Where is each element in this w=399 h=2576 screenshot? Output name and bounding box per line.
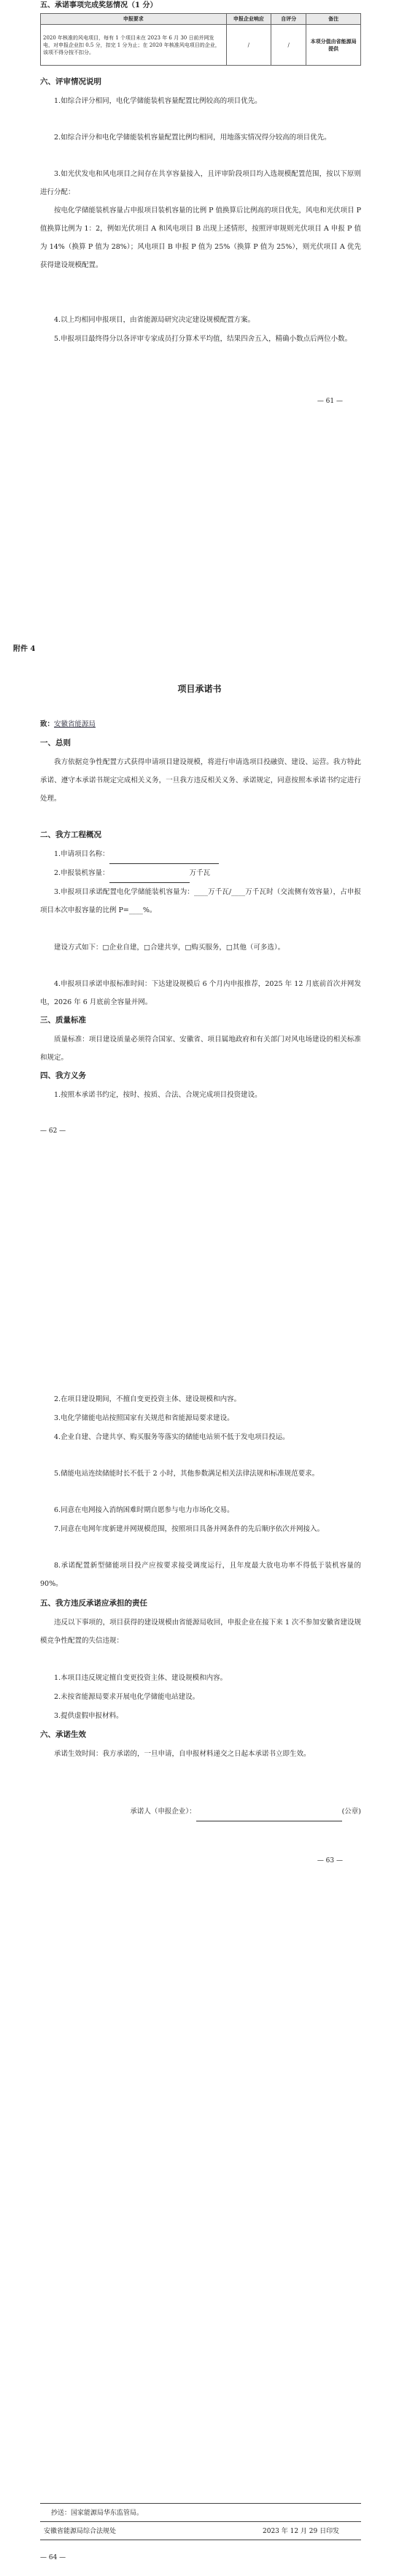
section6-title: 六、评审情况说明 xyxy=(40,77,101,86)
signature-seal: (公章) xyxy=(341,1808,361,1816)
capacity-blank xyxy=(109,864,190,883)
s3-text: 质量标准：项目建设质量必须符合国家、安徽省、项目属地政府和有关部门对风电场建设的相关标准和规定。 xyxy=(40,1036,361,1062)
page-number-63: — 63 — xyxy=(317,1857,343,1864)
s5-text: 违反以下事项的，项目获得的建设规模由省能源局收回，申报企业在接下来 1 次不参加安徽省建设规模竞争性配置的失信违规： xyxy=(40,1619,361,1645)
cell-note: 本项分值由省能源局提供 xyxy=(306,25,361,66)
s4-item-7: 7.同意在电网年度新建并网规模范围，按照项目具备并网条件的先后顺序依次并网接入。 xyxy=(54,1525,325,1533)
signature-blank xyxy=(196,1802,342,1821)
s6-item-4: 4.以上均相同申报项目，由省能源局研究决定建设规模配置方案。 xyxy=(54,316,255,324)
signature-line xyxy=(40,1802,361,1821)
s4-item-2: 2.在项目建设期间，不擅自变更投资主体、建设规模和内容。 xyxy=(54,1395,241,1403)
s6-item-3-detail: 按电化学储能装机容量占申报项目装机容量的比例 P 值换算后比例高的项目优先，风电和光伏项目 P 值换算比例为 1：2，例如光伏项目 A 和风电项目 B 出现上述情形，按照评审规则光伏项目 A 申报 P 值为 14%（换算 P 值为 28%）；风电项目 B 申报 P 值为 25%（换算 P 值为 25%），则光伏项目 A 优先获得建设规模配置。 xyxy=(40,207,361,269)
page-number-62: — 62 — xyxy=(40,1127,66,1135)
s4-item-3: 3.电化学储能电站按照国家有关规范和省能源局要求建设。 xyxy=(54,1414,234,1422)
attachment-label: 附件 4 xyxy=(13,645,36,653)
s2-title: 二、我方工程概况 xyxy=(40,830,101,839)
s1-title: 一、总则 xyxy=(40,739,71,747)
header-requirement: 申报要求 xyxy=(41,14,227,25)
s5-title: 五、我方违反承诺应承担的责任 xyxy=(40,1599,147,1608)
s2-item-4: 4.申报项目承诺申报标准时间：下达建设规模后 6 个月内申报推荐，2025 年 12 月底前首次并网发电，2026 年 6 月底前全容量并网。 xyxy=(40,980,361,1006)
section5-title: 五、承诺事项完成奖惩情况（1 分） xyxy=(40,1,158,9)
s4-item-4: 4.企业自建、合建共享、购买服务等落实的储能电站须不低于发电项目投运。 xyxy=(54,1433,290,1441)
s6-text: 承诺生效时间：我方承诺的，一旦申请，自申报材料递交之日起本承诺书立即生效。 xyxy=(54,1750,311,1758)
s2-item-2-unit: 万千瓦 xyxy=(189,869,211,877)
page-number-64: — 64 — xyxy=(40,2554,66,2561)
header-response: 申报企业响应 xyxy=(226,14,271,25)
addressee-line xyxy=(40,715,361,733)
header-note: 备注 xyxy=(306,14,361,25)
footer-date: 2023 年 12 月 29 日印发 xyxy=(263,2528,340,2535)
s4-item-6: 6.同意在电网接入消纳困难时期自愿参与电力市场化交易。 xyxy=(54,1506,234,1514)
commitment-title: 项目承诺书 xyxy=(177,684,222,694)
s4-item-8: 8.承诺配置新型储能项目投产应按要求接受调度运行，且年度最大放电功率不得低于装机容量的 90%。 xyxy=(40,1562,361,1588)
s5-item-1: 1.本项目违反规定擅自变更投资主体、建设规模和内容。 xyxy=(54,1674,228,1682)
s4-item-1: 1.按照本承诺书约定，按时、按质、合法、合规完成项目投资建设。 xyxy=(54,1091,262,1099)
s5-item-3: 3.提供虚假申报材料。 xyxy=(54,1712,123,1720)
s6-item-3: 3.如光伏发电和风电项目之间存在共享容量接入，且评审阶段项目均入选规模配置范围，按以下原则进行分配： xyxy=(40,170,361,196)
s4-title: 四、我方义务 xyxy=(40,1071,86,1080)
footer-cc: 抄送：国家能源局华东监管局。 xyxy=(51,2510,144,2517)
scoring-table xyxy=(40,13,361,66)
footer-rule-middle xyxy=(40,2521,361,2522)
s6-item-2: 2.如综合评分和电化学储能装机容量配置比例均相同，用地落实情况得分较高的项目优先。 xyxy=(54,134,331,142)
s2-item-3: 3.申报项目承诺配置电化学储能装机容量为：____万千瓦/____万千瓦时（交流侧有效容量），占申报项目本次申报容量的比例 P=____%。 xyxy=(40,888,361,914)
s2-build-mode: 建设方式如下：□企业自建，□合建共享，□购买服务，□其他（可多选）。 xyxy=(54,944,285,952)
s6-title: 六、承诺生效 xyxy=(40,1730,86,1739)
s6-item-5: 5.申报项目最终得分以各评审专家成员打分算术平均值，结果四舍五入，精确小数点后两位小数。 xyxy=(54,335,352,343)
s2-item-1-label: 1.申请项目名称： xyxy=(54,850,109,858)
header-score: 自评分 xyxy=(271,14,306,25)
addressee: 安徽省能源局 xyxy=(54,720,96,728)
s1-text: 我方依据竞争性配置方式获得申请项目建设规模，将进行申请选项目投融资、建设、运营。我方特此承诺、遵守本承诺书规定完成相关义务，一旦我方违反相关义务、承诺规定，同意按照本承诺书约定进行处理。 xyxy=(40,758,361,803)
signature-label: 承诺人（申报企业）： xyxy=(130,1808,196,1816)
cell-requirement: 2020 年核准的风电项目，每有 1 个项目未在 2023 年 6 月 30 日前并网发电，对申报企业扣 0.5 分，扣完 1 分为止；在 2020 年核准风电项目的企业，该项不得分按不扣分。 xyxy=(41,25,227,66)
cell-score: / xyxy=(271,25,306,66)
s2-item-2 xyxy=(40,864,361,883)
addressee-prefix: 致： xyxy=(40,720,55,728)
s4-item-5: 5.储能电站连续储能时长不低于 2 小时，其他参数满足相关法律法规和标准规范要求。 xyxy=(54,1470,319,1478)
cell-response: / xyxy=(226,25,271,66)
s3-title: 三、质量标准 xyxy=(40,1016,86,1025)
s6-item-1: 1.如综合评分相同，电化学储能装机容量配置比例较高的项目优先。 xyxy=(54,97,262,105)
page-number-61: — 61 — xyxy=(317,398,343,405)
s2-item-1 xyxy=(40,845,361,864)
project-name-blank xyxy=(109,845,219,864)
s5-item-2: 2.未按省能源局要求开展电化学储能电站建设。 xyxy=(54,1693,200,1701)
s2-item-2-label: 2.申报装机容量： xyxy=(54,869,109,877)
footer-office: 安徽省能源局综合法规处 xyxy=(44,2528,117,2535)
footer-rule-top xyxy=(40,2503,361,2504)
